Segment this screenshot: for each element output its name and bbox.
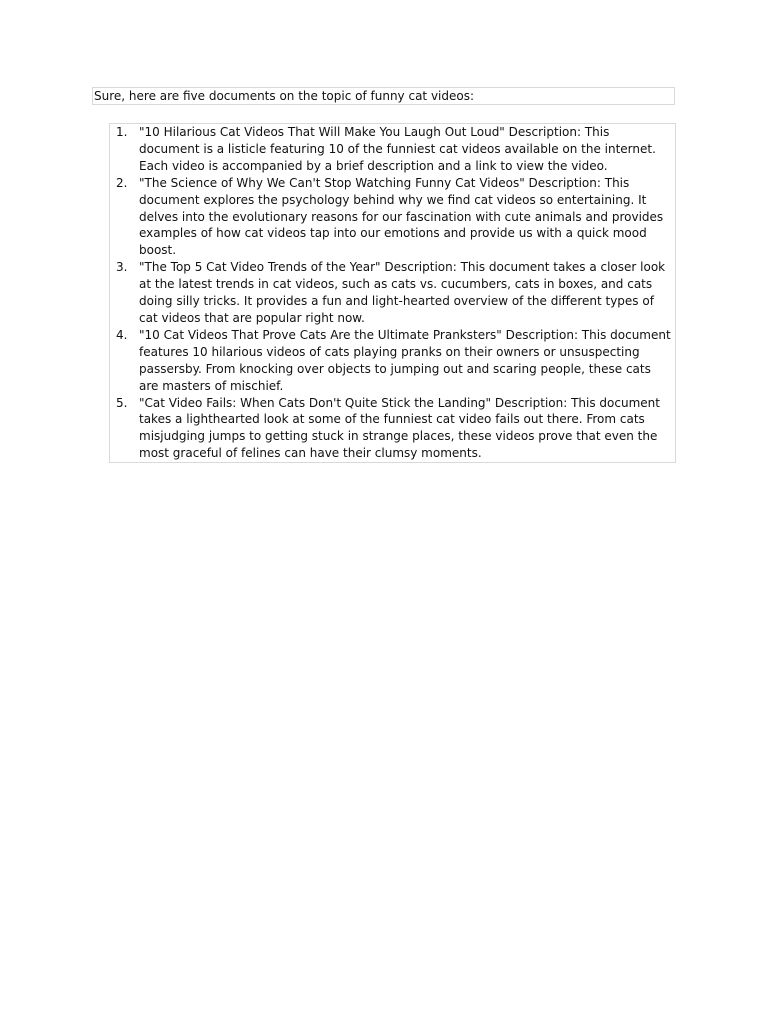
list-item-text: "The Top 5 Cat Video Trends of the Year" Description: This document takes a closer look at the latest trends in cat videos, such as cats vs. cucumbers, cats in boxes, and cats doing silly tricks. It provides a fun and light-hearted overview of the different types of cat videos that are popular right now. [139, 260, 666, 325]
list-item [110, 395, 675, 463]
document-list [110, 124, 675, 462]
list-item [110, 259, 675, 327]
list-item [110, 175, 675, 260]
list-item-number: 5. [116, 395, 128, 410]
list-item-text: "10 Cat Videos That Prove Cats Are the Ultimate Pranksters" Description: This document features 10 hilarious videos of cats playing pranks on their owners or unsuspecting passersby. From knocking over objects to jumping out and scaring people, these cats are masters of mischief. [139, 327, 671, 393]
list-item-number: 1. [116, 125, 128, 139]
list-item-text: "The Science of Why We Can't Stop Watching Funny Cat Videos" Description: This document explores the psychology behind why we find cat videos so entertaining. It delves into the evolutionary reasons for our fascination with cute animals and provides examples of how cat videos tap into our emotions and provide us with a quick mood boost. [139, 175, 664, 258]
list-item-number: 4. [116, 327, 128, 342]
list-item-text: "Cat Video Fails: When Cats Don't Quite Stick the Landing" Description: This document takes a lighthearted look at some of the funniest cat video fails out there. From cats misjudging jumps to getting stuck in strange places, these videos prove that even the most graceful of felines can have their clumsy moments. [139, 395, 660, 461]
intro-text: Sure, here are five documents on the topic of funny cat videos: [92, 87, 675, 105]
list-item-number: 2. [116, 175, 128, 190]
document-list-box [109, 123, 676, 463]
list-item [110, 327, 675, 395]
list-item [110, 124, 675, 175]
list-item-number: 3. [116, 260, 128, 275]
list-item-text: "10 Hilarious Cat Videos That Will Make You Laugh Out Loud" Description: This document is a listicle featuring 10 of the funniest cat videos available on the internet. Each video is accompanied by a brief description and a link to view the video. [139, 125, 656, 173]
